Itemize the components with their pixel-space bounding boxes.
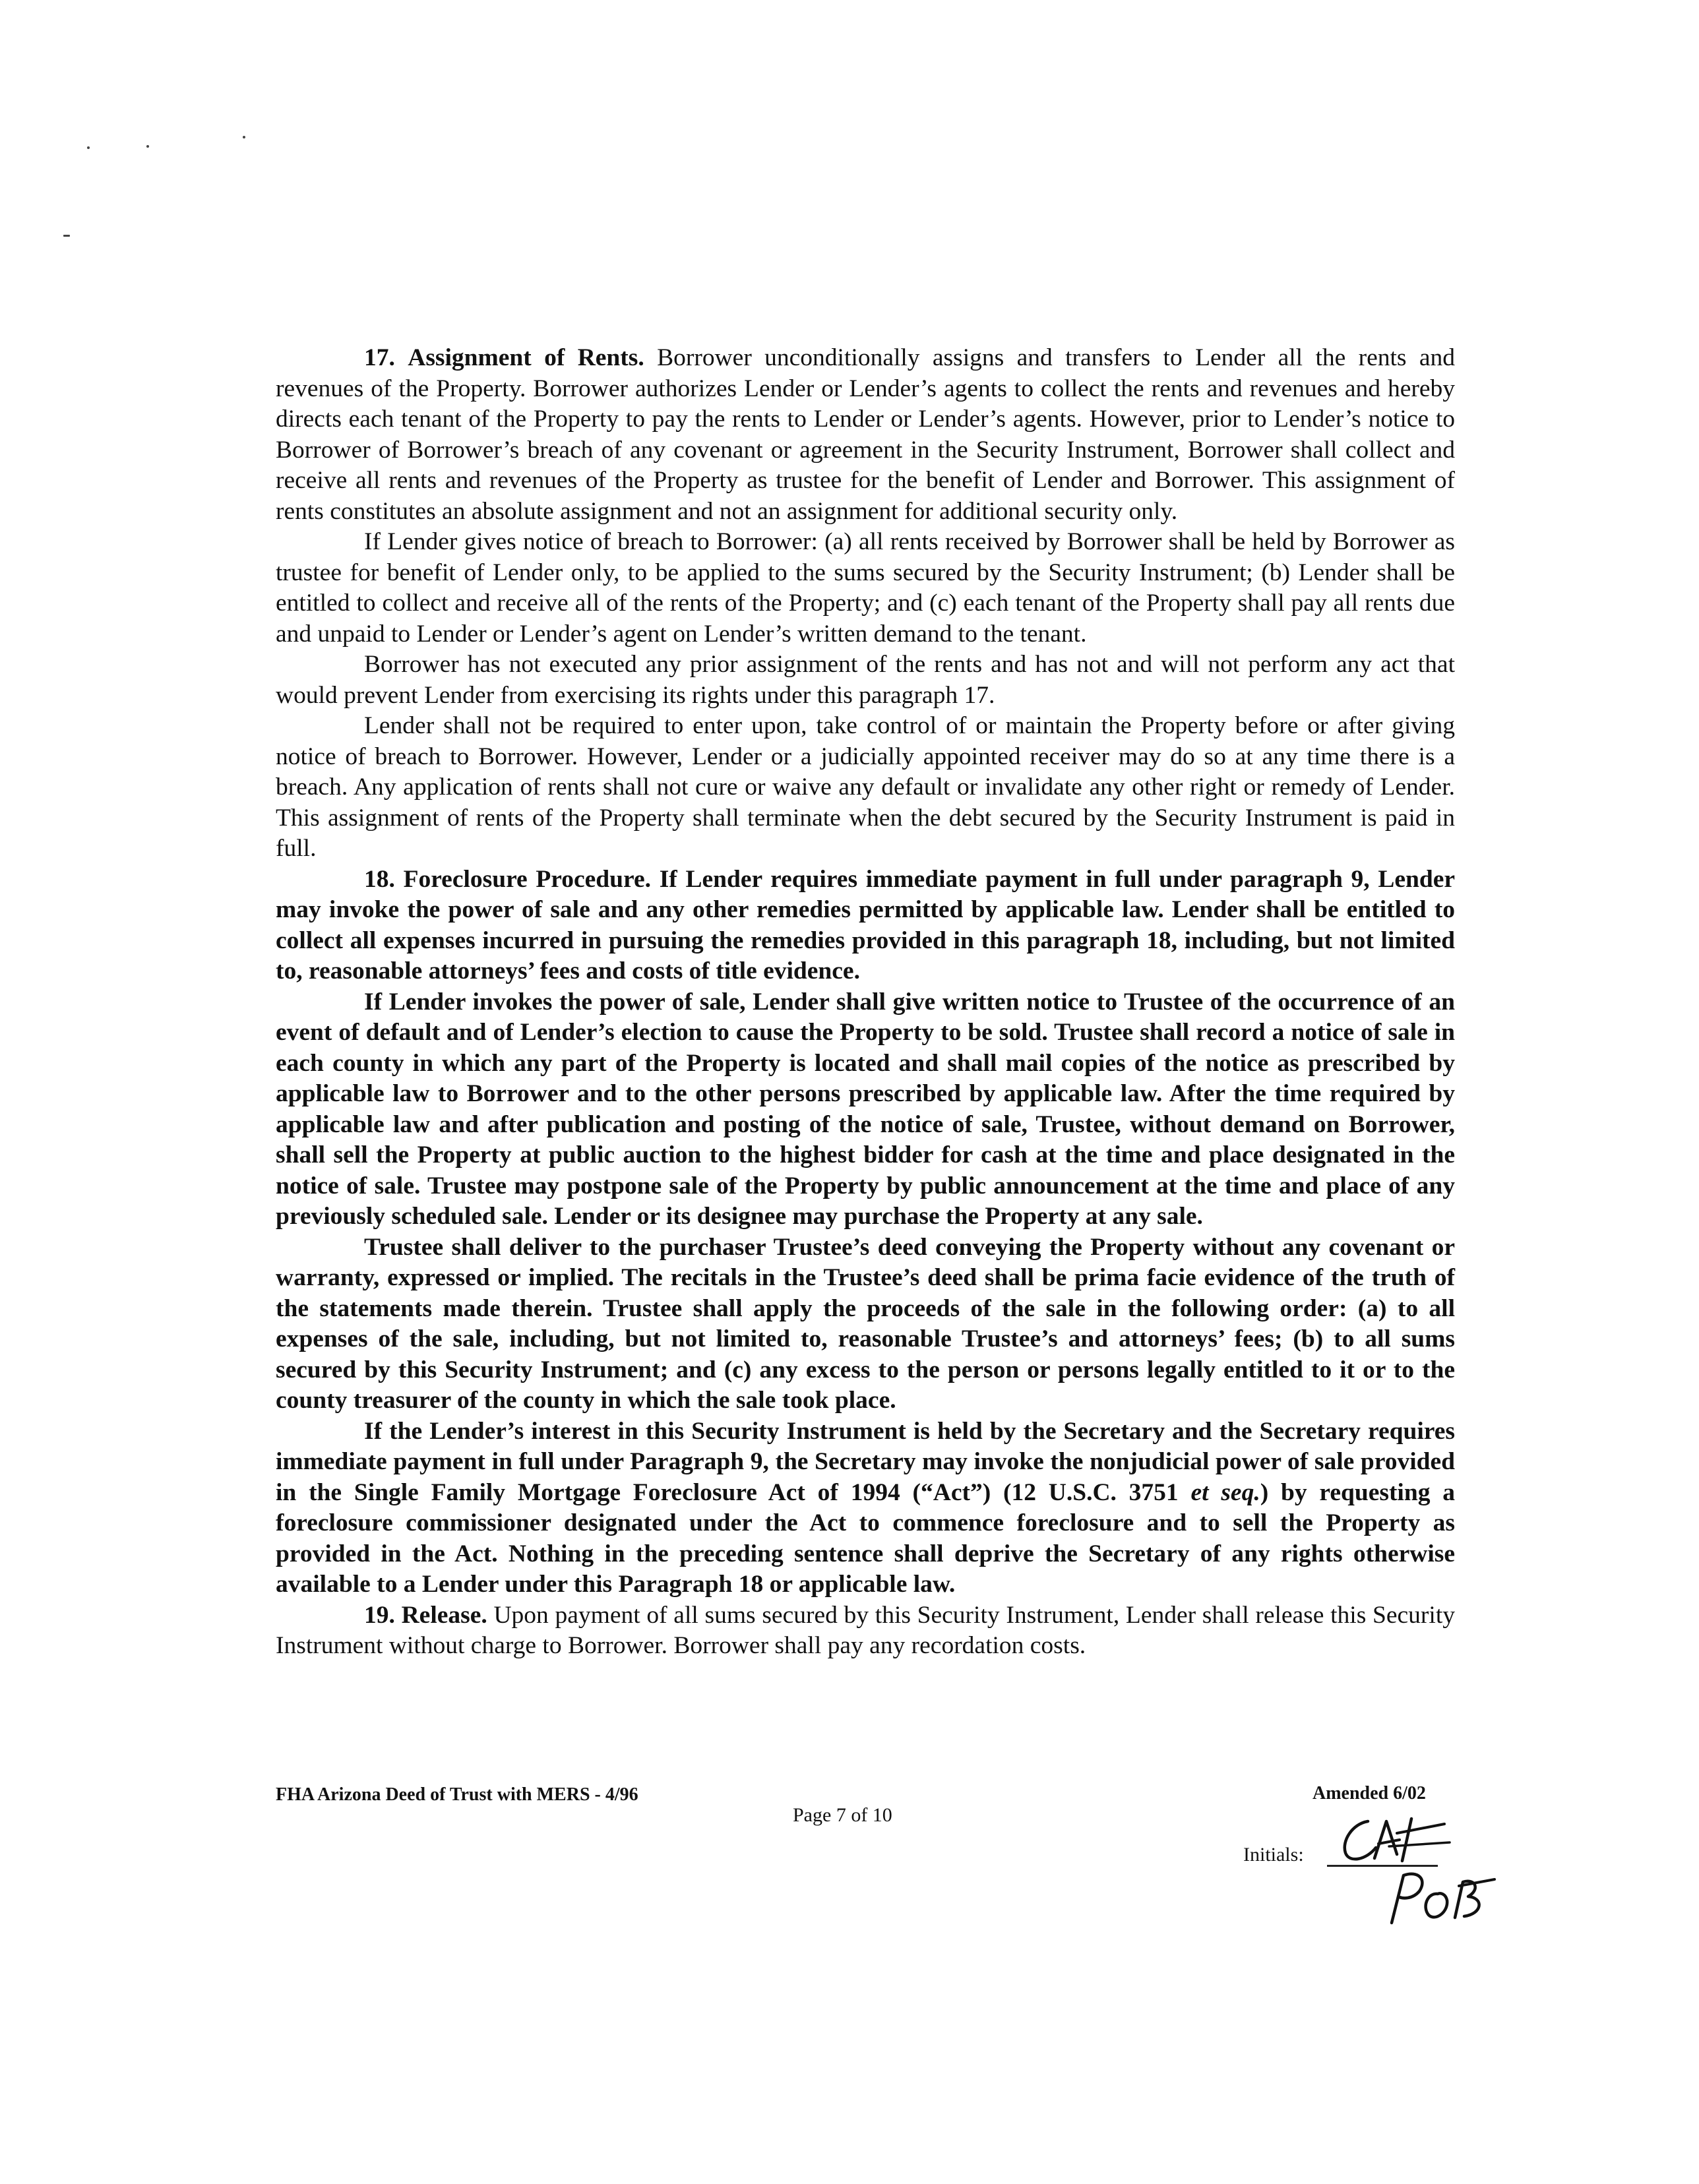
section-17-paragraph-3: Borrower has not executed any prior assignment of the rents and has not and will not perform any act that would prevent Lender from exercising its rights under this paragraph 17.: [276, 651, 1455, 709]
section-18-number: 18.: [364, 865, 395, 893]
amended-date: Amended 6/02: [1313, 1783, 1426, 1804]
scan-speck: [243, 136, 245, 138]
scan-speck: [63, 235, 70, 237]
scan-speck: [87, 146, 90, 149]
section-18-text-4a: If the Lender’s interest in this Security Instrument is held by the Secretary and the Secretary requires immediate payment in full under Paragraph 9, the Secretary may invoke the nonjudicial power of sale provided in the Single Family Mortgage Foreclosure Act of 1994 (“Act”) (12 U.S.C. 3751: [276, 1417, 1455, 1506]
document-body: [276, 343, 1455, 1662]
section-18-paragraph-3: Trustee shall deliver to the purchaser Trustee’s deed conveying the Property without any covenant or warranty, expressed or implied. The recitals in the Trustee’s deed shall be prima facie evidence of the truth of the statements made therein. Trustee shall apply the proceeds of the sale in the following order: (a) to all expenses of the sale, including, but not limited to, reasonable Trustee’s and attorneys’ fees; (b) to all sums secured by this Security Instrument; and (c) any excess to the person or persons legally entitled to it or to the county treasurer of the county in which the sale took place.: [276, 1233, 1455, 1414]
section-18-text-4-italic: et seq.: [1190, 1478, 1260, 1506]
section-19-paragraph-1: [276, 1600, 1455, 1662]
section-18-text-1: If Lender requires immediate payment in full under paragraph 9, Lender may invoke the power of sale and any other remedies permitted by applicable law. Lender shall be entitled to collect all expenses incurred in pursuing the remedies provided in this paragraph 18, including, but not limited to, reasonable attorneys’ fees and costs of title evidence.: [276, 865, 1456, 985]
initials-signature-2: [1372, 1860, 1497, 1932]
section-17-paragraph-2: If Lender gives notice of breach to Borrower: (a) all rents received by Borrower shall be held by Borrower as trustee for benefit of Lender only, to be applied to the sums secured by the Security Instrument; (b) Lender shall be entitled to collect and receive all of the rents of the Property; and (c) each tenant of the Property shall pay all rents due and unpaid to Lender or Lender’s agent on Lender’s written demand to the tenant.: [276, 528, 1455, 648]
section-18-paragraph-2: If Lender invokes the power of sale, Lender shall give written notice to Trustee of the occurrence of an event of default and of Lender’s election to cause the Property to be sold. Trustee shall record a notice of sale in each county in which any part of the Property is located and shall mail copies of the notice as prescribed by applicable law to Borrower and to the other persons prescribed by applicable law. After the time required by applicable law and after publication and posting of the notice of sale, Trustee, without demand on Borrower, shall sell the Property at public auction to the highest bidder for cash at the time and place designated in the notice of sale. Trustee may postpone sale of the Property by public announcement at the time and place of any previously scheduled sale. Lender or its designee may purchase the Property at any sale.: [276, 988, 1455, 1230]
section-19-number: 19.: [364, 1601, 395, 1629]
section-17-paragraph-4: Lender shall not be required to enter upon, take control of or maintain the Property before or after giving notice of breach to Borrower. However, Lender or a judicially appointed receiver may do so at any time there is a breach. Any application of rents shall not cure or waive any default or invalidate any other right or remedy of Lender. This assignment of rents of the Property shall terminate when the debt secured by the Security Instrument is paid in full.: [276, 712, 1455, 862]
section-18-text-4b: ) by requesting a foreclosure commissioner designated under the Act to commence foreclosure and to sell the Property as provided in the Act. Nothing in the preceding sentence shall deprive the Secretary of any rights otherwise available to a Lender under this Paragraph 18 or applicable law.: [276, 1478, 1455, 1598]
section-17-text-1: Borrower unconditionally assigns and transfers to Lender all the rents and revenues of the Property. Borrower authorizes Lender or Lender’s agents to collect the rents and revenues and hereby directs each tenant of the Property to pay the rents to Lender or Lender’s agents. However, prior to Lender’s notice to Borrower of Borrower’s breach of any covenant or agreement in the Security Instrument, Borrower shall collect and receive all rents and revenues of the Property as trustee for the benefit of Lender and Borrower. This assignment of rents constitutes an absolute assignment and not an assignment for additional security only.: [276, 344, 1456, 525]
section-18-paragraph-4: [276, 1416, 1455, 1600]
section-19-heading: Release.: [401, 1601, 487, 1629]
section-19-text-1: Upon payment of all sums secured by this Security Instrument, Lender shall release this Security Instrument without charge to Borrower. Borrower shall pay any recordation costs.: [276, 1601, 1456, 1659]
section-18-heading: Foreclosure Procedure.: [403, 865, 651, 893]
form-name: FHA Arizona Deed of Trust with MERS - 4/96: [276, 1784, 638, 1805]
section-17-number: 17.: [364, 344, 395, 371]
section-17-heading: Assignment of Rents.: [408, 344, 644, 371]
scan-speck: [146, 145, 149, 148]
section-17-paragraph-1: [276, 343, 1455, 527]
page-number: Page 7 of 10: [793, 1804, 892, 1826]
initials-label: Initials:: [1243, 1844, 1304, 1866]
section-18-paragraph-1: [276, 864, 1455, 987]
